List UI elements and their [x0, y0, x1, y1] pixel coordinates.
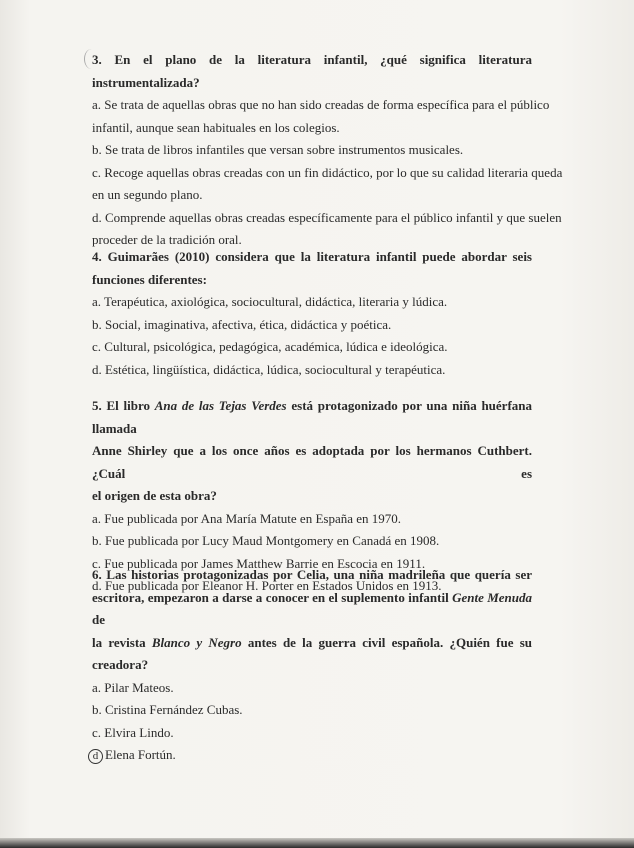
question-stem: 4. Guimarães (2010) considera que la literatura infantil puede abordar seis	[92, 249, 532, 264]
option-d[interactable]: d. Comprende aquellas obras creadas específicamente para el público infantil y que suelen	[92, 209, 562, 225]
circled-answer-mark: d	[88, 749, 103, 764]
magazine-title: Blanco y Negro	[151, 634, 242, 650]
option-c[interactable]: c. Elvira Lindo.	[92, 724, 174, 740]
question-4	[92, 246, 532, 381]
option-d-cont: proceder de la tradición oral.	[92, 232, 242, 247]
question-6	[92, 564, 532, 767]
option-a[interactable]: a. Fue publicada por Ana María Matute en España en 1970.	[92, 510, 402, 526]
option-c[interactable]: c. Recoge aquellas obras creadas con un fin didáctico, por lo que su calidad literaria queda	[92, 164, 563, 180]
option-c[interactable]: c. Cultural, psicológica, pedagógica, académica, lúdica e ideológica.	[92, 339, 448, 354]
question-stem-cont: el origen de esta obra?	[92, 488, 217, 503]
question-stem-cont: funciones diferentes:	[92, 271, 207, 287]
option-b[interactable]: b. Cristina Fernández Cubas.	[92, 702, 243, 717]
supplement-title: Gente Menuda	[452, 589, 533, 605]
option-a[interactable]: a. Se trata de aquellas obras que no han sido creadas de forma específica para el público	[92, 97, 550, 112]
question-stem-cont: escritora, empezaron a darse a conocer en el suplemento infantil Gente Menuda de	[92, 589, 533, 627]
option-b[interactable]: b. Fue publicada por Lucy Maud Montgomery en Canadá en 1908.	[92, 533, 440, 548]
option-d[interactable]: d. Estética, lingüística, didáctica, lúdica, sociocultural y terapéutica.	[92, 361, 446, 377]
question-stem: 3. En el plano de la literatura infantil, ¿qué significa literatura instrumentalizada?	[92, 52, 533, 90]
option-d[interactable]: d. Fue publicada por Eleanor H. Porter en Estados Unidos en 1913.	[92, 578, 442, 593]
option-b[interactable]: b. Social, imaginativa, afectiva, ética, didáctica y poética.	[92, 316, 392, 332]
option-a-cont: infantil, aunque sean habituales en los colegios.	[92, 119, 340, 135]
book-title: Ana de las Tejas Verdes	[154, 398, 287, 413]
question-stem-cont: Anne Shirley que a los once años es adoptada por los hermanos Cuthbert. ¿Cuál es	[92, 443, 532, 481]
option-a[interactable]: a. Terapéutica, axiológica, sociocultural, didáctica, literaria y lúdica.	[92, 294, 448, 309]
question-stem: 5. El libro Ana de las Tejas Verdes está protagonizado por una niña huérfana llamada	[92, 398, 533, 436]
option-a[interactable]: a. Pilar Mateos.	[92, 679, 174, 695]
question-3	[92, 49, 563, 252]
option-c-cont: en un segundo plano.	[92, 187, 203, 202]
option-b[interactable]: b. Se trata de libros infantiles que versan sobre instrumentos musicales.	[92, 142, 464, 157]
page-edge-shadow	[0, 838, 634, 848]
question-stem: 6. Las historias protagonizadas por Celia, una niña madrileña que quería ser	[92, 567, 533, 582]
option-d-selected[interactable]: d Elena Fortún.	[92, 744, 532, 767]
option-c[interactable]: c. Fue publicada por James Matthew Barrie en Escocia en 1911.	[92, 555, 426, 571]
question-stem-cont: la revista Blanco y Negro antes de la guerra civil española. ¿Quién fue su creadora?	[92, 634, 533, 672]
